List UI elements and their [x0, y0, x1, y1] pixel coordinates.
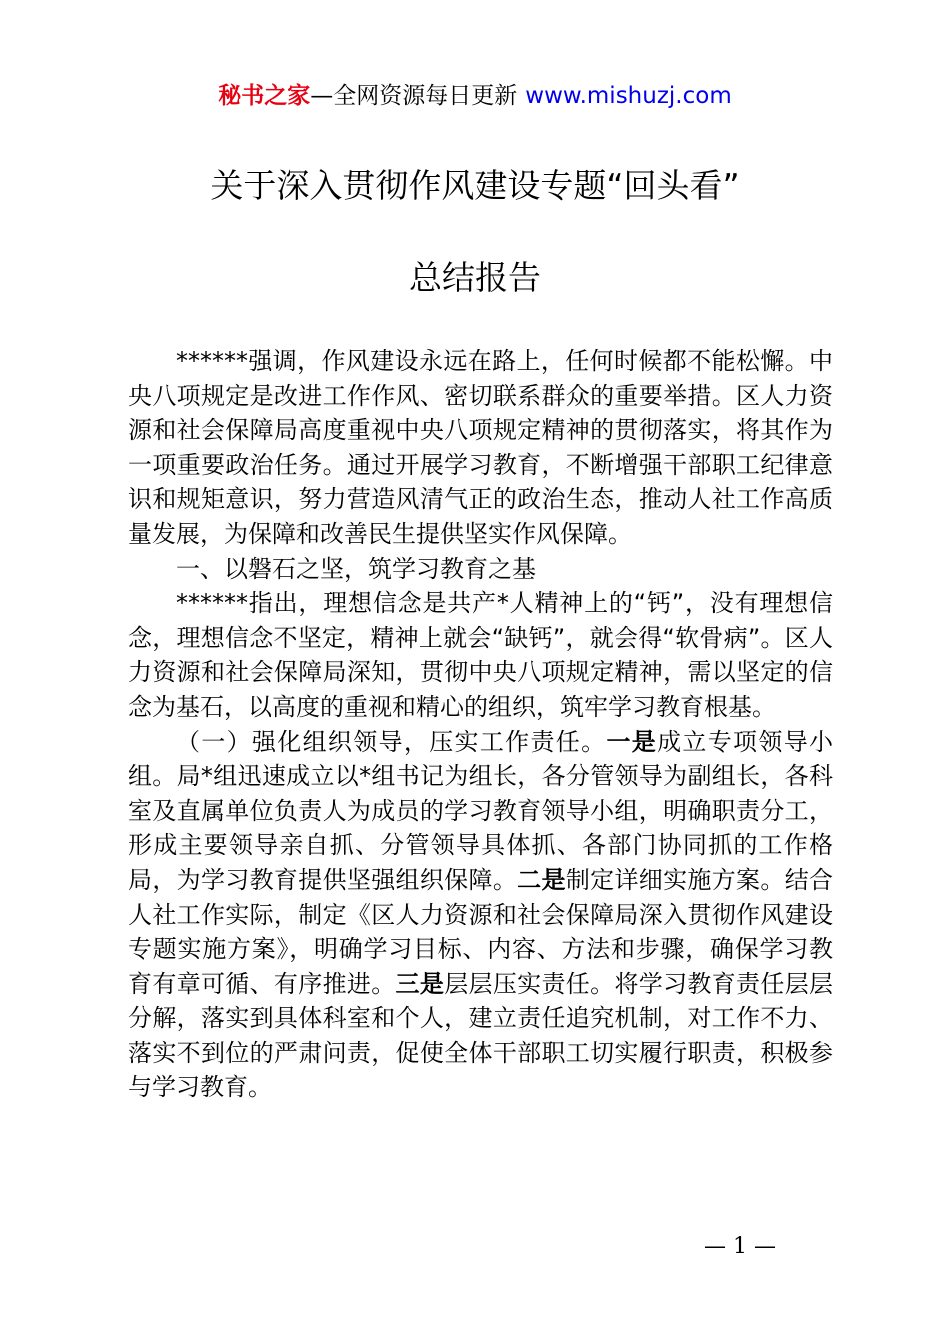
- point-two-label: 二是: [517, 865, 566, 894]
- section-1-paragraph: ******指出，理想信念是共产*人精神上的“钙”，没有理想信念，理想信念不坚定，精神上就会“缺钙”，就会得“软骨病”。区人力资源和社会保障局深知，贯彻中央八项规定精神，需以坚定的信念为基石，以高度的重视和精心的组织，筑牢学习教育根基。: [128, 589, 833, 721]
- site-brand: 秘书之家: [218, 83, 311, 109]
- site-tagline: —全网资源每日更新: [310, 83, 518, 109]
- point-three-text: 层层压实责任。将学习教育责任层层分解，落实到具体科室和个人，建立责任追究机制，对工作不力、落实不到位的严肃问责，促使全体干部职工切实履行职责，积极参与学习教育。: [128, 969, 834, 1102]
- subsection-1-paragraph: [128, 725, 833, 1106]
- subsection-1-lead: （一）强化组织领导，压实工作责任。: [176, 727, 607, 756]
- intro-paragraph: ******强调，作风建设永远在路上，任何时候都不能松懈。中央八项规定是改进工作作风、密切联系群众的重要举措。区人力资源和社会保障局高度重视中央八项规定精神的贯彻落实，将其作为一项重要政治任务。通过开展学习教育，不断增强干部职工纪律意识和规矩意识，努力营造风清气正的政治生态，推动人社工作高质量发展，为保障和改善民生提供坚实作风保障。: [128, 347, 833, 548]
- document-title-line2: 总结报告: [409, 258, 541, 297]
- document-title-line1: 关于深入贯彻作风建设专题“回头看”: [210, 166, 740, 205]
- point-one-text: 成立专项领导小组。局*组迅速成立以*组书记为组长，各分管领导为副组长，各科室及直属单位负责人为成员的学习教育领导小组，明确职责分工，形成主要领导亲自抓、分管领导具体抓、各部门协同抓的工作格局，为学习教育提供坚强组织保障。: [128, 727, 834, 894]
- site-header: [0, 80, 950, 112]
- section-heading-1: 一、以磐石之坚，筑学习教育之基: [176, 554, 536, 583]
- point-two-text: 制定详细实施方案。结合人社工作实际，制定《区人力资源和社会保障局深入贯彻作风建设专题实施方案》，明确学习目标、内容、方法和步骤，确保学习教育有章可循、有序推进。: [128, 865, 834, 998]
- point-one-label: 一是: [606, 727, 658, 756]
- site-url-link[interactable]: www.mishuzj.com: [525, 83, 732, 109]
- point-three-label: 三是: [395, 969, 445, 998]
- document-body: [128, 344, 833, 1105]
- page-number: — 1 —: [704, 1234, 776, 1259]
